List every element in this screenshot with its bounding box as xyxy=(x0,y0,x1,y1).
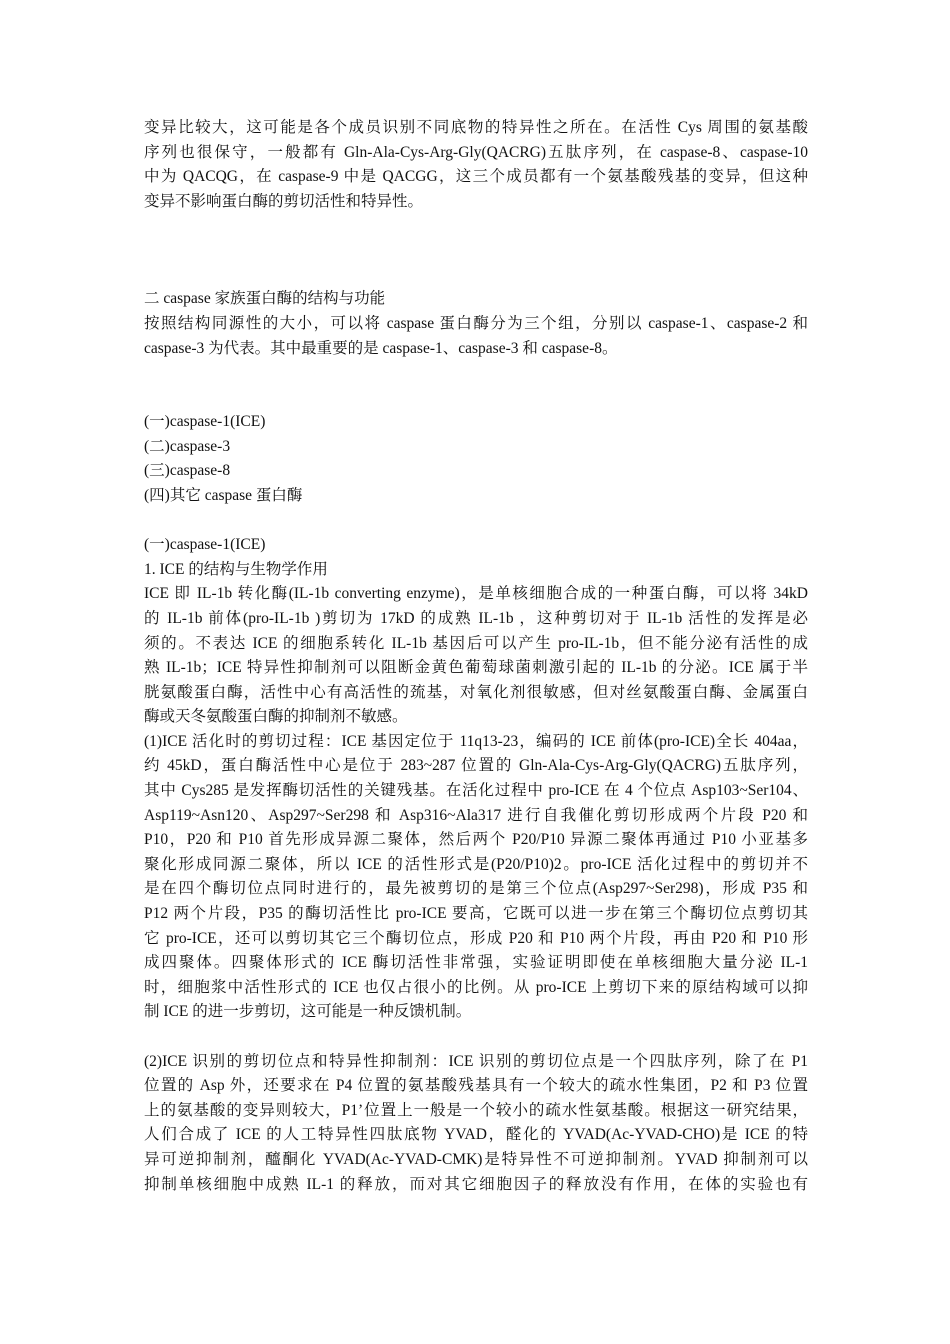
ice-activation-paragraph xyxy=(144,730,808,1025)
toc-item: (四)其它 caspase 蛋白酶 xyxy=(144,486,303,504)
text-line: 成四聚体。四聚体形式的 ICE 酶切活性非常强，实验证明即使在单核细胞大量分泌 IL-1 xyxy=(144,954,808,972)
text-line: 时，细胞浆中活性形式的 ICE 也仅占很小的比例。从 pro-ICE 上剪切下来的原结构域可以抑 xyxy=(144,978,808,996)
section-heading: 二 caspase 家族蛋白酶的结构与功能 xyxy=(144,290,386,308)
text-line: 的 IL-1b 前体(pro-IL-1b )剪切为 17kD 的成熟 IL-1b ，这种剪切对于 IL-1b 活性的发挥是必 xyxy=(144,609,808,627)
subsection-caspase-1 xyxy=(144,533,808,1197)
table-of-contents xyxy=(144,410,808,508)
text-line: 位置的 Asp 外，还要求在 P4 位置的氨基酸残基具有一个较大的疏水性集团，P2 和 P3 位置 xyxy=(144,1077,808,1095)
text-line: P10，P20 和 P10 首先形成异源二聚体，然后两个 P20/P10 异源二聚体再通过 P10 小亚基多 xyxy=(144,831,808,849)
text-line: 是在四个酶切位点同时进行的，最先被剪切的是第三个位点(Asp297~Ser298)，形成 P35 和 xyxy=(144,880,808,898)
intro-paragraph xyxy=(144,116,808,214)
text-line: 它 pro-ICE，还可以剪切其它三个酶切位点，形成 P20 和 P10 两个片段，再由 P20 和 P10 形 xyxy=(144,929,808,947)
toc-item: (三)caspase-8 xyxy=(144,462,231,480)
text-line: Asp119~Asn120、Asp297~Ser298 和 Asp316~Ala317 进行自我催化剪切形成两个片段 P20 和 xyxy=(144,806,808,824)
text-line: 上的氨基酸的变异则较大，P1’位置上一般是一个较小的疏水性氨基酸。根据这一研究结果， xyxy=(144,1101,808,1119)
text-line: 胱氨酸蛋白酶，活性中心有高活性的巯基，对氧化剂很敏感，但对丝氨酸蛋白酶、金属蛋白 xyxy=(144,683,808,701)
subsection-heading: (一)caspase-1(ICE) xyxy=(144,536,266,554)
text-line: 异可逆抑制剂，醯酮化 YVAD(Ac-YVAD-CMK)是特异性不可逆抑制剂。YVAD 抑制剂可以 xyxy=(144,1150,808,1168)
text-line: 聚化形成同源二聚体，所以 ICE 的活性形式是(P20/P10)2。pro-ICE 活化过程中的剪切并不 xyxy=(144,855,808,873)
text-line: 按照结构同源性的大小，可以将 caspase 蛋白酶分为三个组，分别以 caspase-1、caspase-2 和 xyxy=(144,314,808,332)
toc-item: (一)caspase-1(ICE) xyxy=(144,413,266,431)
text-line: (2)ICE 识别的剪切位点和特异性抑制剂：ICE 识别的剪切位点是一个四肽序列，除了在 P1 xyxy=(144,1052,808,1070)
text-line: 熟 IL-1b；ICE 特异性抑制剂可以阻断金黄色葡萄球菌刺激引起的 IL-1b 的分泌。ICE 属于半 xyxy=(144,659,808,677)
text-line: caspase-3 为代表。其中最重要的是 caspase-1、caspase-3 和 caspase-8。 xyxy=(144,339,618,357)
text-line: 须的。不表达 ICE 的细胞系转化 IL-1b 基因后可以产生 pro-IL-1b，但不能分泌有活性的成 xyxy=(144,634,808,652)
text-line: (1)ICE 活化时的剪切过程：ICE 基因定位于 11q13-23，编码的 ICE 前体(pro-ICE)全长 404aa， xyxy=(144,732,808,750)
text-line: 变异不影响蛋白酶的剪切活性和特异性。 xyxy=(144,192,424,210)
text-line: 抑制单核细胞中成熟 IL-1 的释放，而对其它细胞因子的释放没有作用，在体的实验也有 xyxy=(144,1175,808,1193)
text-line: 酶或天冬氨酸蛋白酶的抑制剂不敏感。 xyxy=(144,708,408,726)
text-line: ICE 即 IL-1b 转化酶(IL-1b converting enzyme)，是单核细胞合成的一种蛋白酶，可以将 34kD xyxy=(144,585,808,603)
text-line: 人们合成了 ICE 的人工特异性四肽底物 YVAD，醛化的 YVAD(Ac-YVAD-CHO)是 ICE 的特 xyxy=(144,1126,808,1144)
text-line: 制 ICE 的进一步剪切，这可能是一种反馈机制。 xyxy=(144,1003,472,1021)
text-line: 其中 Cys285 是发挥酶切活性的关键残基。在活化过程中 pro-ICE 在 4 个位点 Asp103~Ser104、 xyxy=(144,782,808,800)
text-line: P12 两个片段，P35 的酶切活性比 pro-ICE 要高，它既可以进一步在第三个酶切位点剪切其 xyxy=(144,905,808,923)
subsection-subheading: 1. ICE 的结构与生物学作用 xyxy=(144,560,328,578)
ice-cleavage-paragraph xyxy=(144,1050,808,1198)
text-line: 变异比较大，这可能是各个成员识别不同底物的特异性之所在。在活性 Cys 周围的氨基酸 xyxy=(144,119,808,136)
section-2 xyxy=(144,287,808,361)
text-line: 中为 QACQG，在 caspase-9 中是 QACGG，这三个成员都有一个氨基酸残基的变异，但这种 xyxy=(144,168,808,186)
text-line: 约 45kD，蛋白酶活性中心是位于 283~287 位置的 Gln-Ala-Cys-Arg-Gly(QACRG)五肽序列， xyxy=(144,757,808,775)
toc-item: (二)caspase-3 xyxy=(144,437,231,455)
text-line: 序列也很保守，一般都有 Gln-Ala-Cys-Arg-Gly(QACRG)五肽序列，在 caspase-8、caspase-10 xyxy=(144,143,808,161)
document-page xyxy=(144,116,808,1197)
ice-intro-paragraph xyxy=(144,582,808,730)
